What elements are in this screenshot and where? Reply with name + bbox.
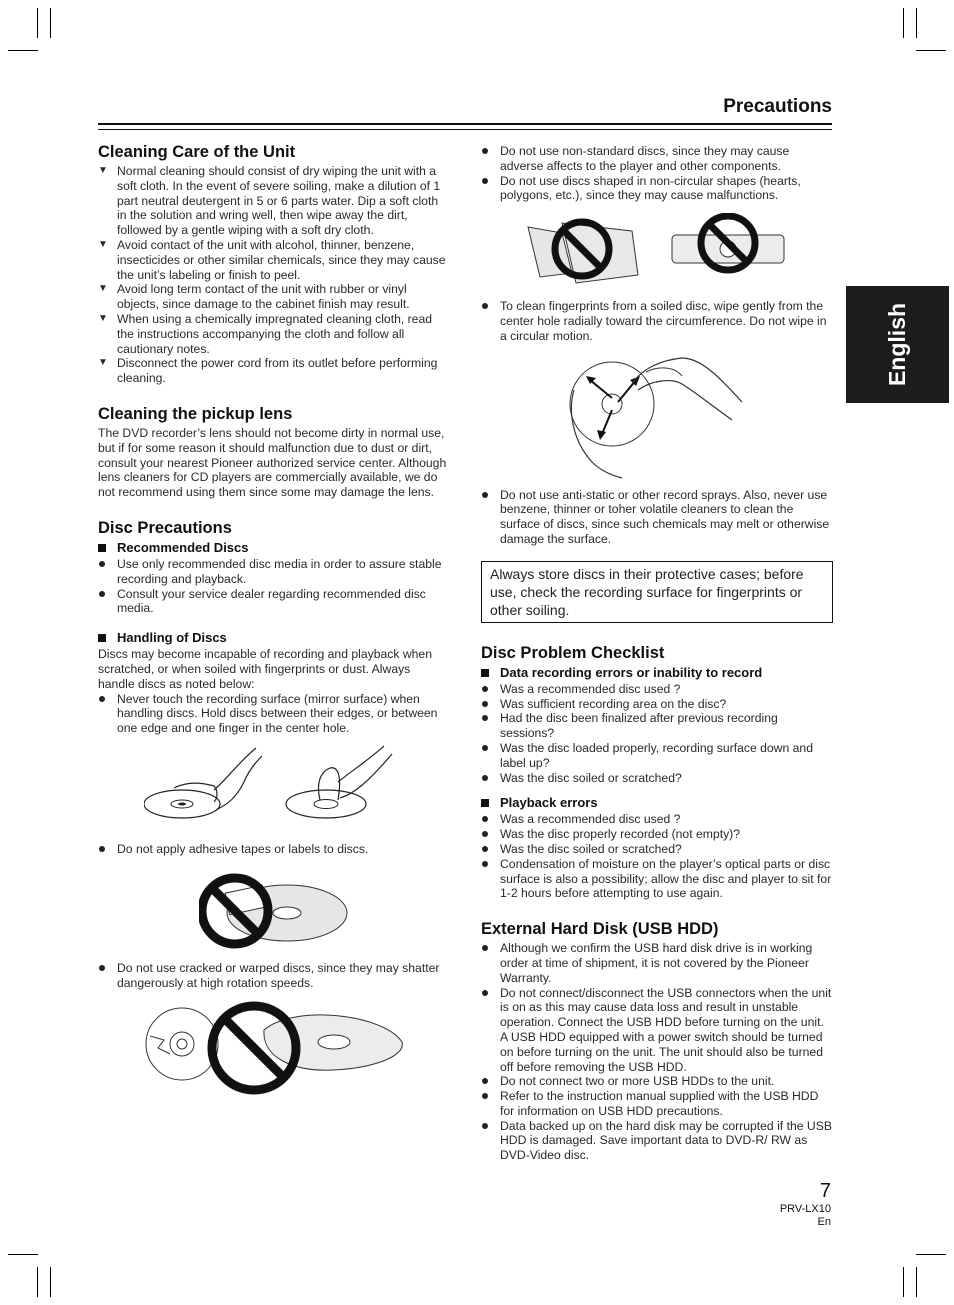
square-bullet-icon (98, 544, 106, 552)
triangle-bullet-icon: ▼ (98, 357, 108, 369)
dot-bullet-icon (482, 945, 488, 951)
crop-mark (916, 1267, 917, 1297)
dot-bullet-icon (482, 148, 488, 154)
storage-note-box: Always store discs in their protective cases; before use, check the recording surface for fingerprints or other soiling. (481, 561, 833, 623)
crop-mark (916, 50, 946, 51)
no-cracked-disc-illustration (144, 996, 404, 1096)
dot-bullet-icon (99, 696, 105, 702)
square-bullet-icon (481, 799, 489, 807)
right-column (481, 144, 833, 1175)
subsection-title: Data recording errors or inability to record (481, 665, 833, 681)
paragraph: Discs may become incapable of recording and playback when scratched, or when soiled with fingerprints or dust. Always handle discs as noted below: (98, 647, 432, 691)
list-item: ▼ Avoid contact of the unit with alcohol, thinner, benzene, insecticides or other similar chemicals, since they may cause the unit’s labeling or finish to peel. (98, 237, 446, 282)
crop-mark (8, 1254, 38, 1255)
dot-bullet-icon (482, 816, 488, 822)
no-nonstandard-disc-illustration (522, 213, 792, 289)
dot-bullet-icon (482, 861, 488, 867)
list-item: Was the disc properly recorded (not empty)? (481, 827, 833, 842)
no-adhesive-illustration (199, 863, 349, 953)
dot-bullet-icon (482, 846, 488, 852)
left-column (98, 142, 450, 1108)
language-code: En (817, 1216, 831, 1228)
dot-bullet-icon (482, 715, 488, 721)
dot-bullet-icon (482, 831, 488, 837)
list-item: Refer to the instruction manual supplied with the USB HDD for information on USB HDD precautions. (481, 1089, 833, 1119)
list-item: Consult your service dealer regarding recommended disc media. (98, 587, 450, 617)
section-title: Cleaning Care of the Unit (98, 143, 296, 161)
dot-bullet-icon (482, 701, 488, 707)
model-label (780, 1203, 831, 1229)
list-item: Data backed up on the hard disk may be corrupted if the USB HDD is damaged. Save important data to DVD-R/ RW as DVD-Video disc. (481, 1119, 833, 1163)
list-item: To clean fingerprints from a soiled disc, wipe gently from the center hole radially toward the circumference. Do not wipe in a circular motion. (481, 299, 833, 343)
dot-bullet-icon (482, 1123, 488, 1129)
list-item: Was a recommended disc used ? (481, 812, 833, 827)
list-item: ▼ Avoid long term contact of the unit with rubber or vinyl objects, since damage to the cabinet finish may result. (98, 282, 410, 312)
dot-bullet-icon (482, 745, 488, 751)
list-item: Was the disc loaded properly, recording surface down and label up? (481, 741, 833, 771)
subsection-title: Recommended Discs (98, 540, 450, 556)
disc-precautions-section (98, 518, 450, 1096)
list-item: Although we confirm the USB hard disk drive is in working order at time of shipment, it is not covered by the Pioneer Warranty. (481, 941, 833, 985)
crop-mark (50, 1267, 51, 1297)
language-tab-label: English (884, 302, 910, 387)
header-rule-thin (98, 129, 832, 130)
list-item: Condensation of moisture on the player’s optical parts or disc surface is also a possibility; allow the disc and player to sit for 1-2 hours before attempting to use again. (481, 857, 833, 901)
cleaning-unit-section (98, 142, 450, 386)
list-item: Was the disc soiled or scratched? (481, 842, 833, 857)
paragraph: The DVD recorder’s lens should not become dirty in normal use, but if for some reason it should malfunction due to dust or dirt, consult your nearest Pioneer authorized service center. Although lens cleaners for CD players are commercially available, we do not recommend using them since some may damage the lens. (98, 425, 447, 500)
list-item: Use only recommended disc media in order to assure stable recording and playback. (98, 557, 450, 587)
dot-bullet-icon (482, 686, 488, 692)
list-item: ▼ Normal cleaning should consist of dry wiping the unit with a soft cloth. In the event of severe soiling, make a dilution of 1 part neutral deutergent in 5 or 6 parts water. Dip a soft cloth in the solution and wring well, then wipe away the dirt, followed by a gentle wiping with a soft dry cloth. (98, 164, 441, 238)
dot-bullet-icon (99, 591, 105, 597)
list-item: Never touch the recording surface (mirror surface) when handling discs. Hold discs between their edges, or between one edge and one finger in the center hole. (98, 692, 450, 736)
disc-wiping-illustration (562, 350, 752, 480)
triangle-bullet-icon: ▼ (98, 283, 108, 295)
usb-hdd-section (481, 919, 833, 1163)
list-item: Do not use cracked or warped discs, since they may shatter dangerously at high rotation speeds. (98, 961, 450, 991)
section-title: Disc Precautions (98, 518, 232, 537)
list-item: Do not apply adhesive tapes or labels to discs. (98, 842, 450, 857)
header-rule (98, 123, 832, 125)
list-item: ▼ Disconnect the power cord from its outlet before performing cleaning. (98, 356, 438, 386)
crop-mark (37, 1267, 38, 1297)
list-item: Do not connect two or more USB HDDs to the unit. (481, 1074, 833, 1089)
list-item: Do not use non-standard discs, since they may cause adverse affects to the player and other components. (481, 144, 833, 174)
page-title: Precautions (723, 96, 832, 117)
dot-bullet-icon (482, 1078, 488, 1084)
crop-mark (50, 8, 51, 38)
disc-problem-checklist-section (481, 643, 833, 901)
pickup-lens-section (98, 404, 450, 500)
crop-mark (903, 1267, 904, 1297)
dot-bullet-icon (482, 990, 488, 996)
list-item: Do not use anti-static or other record sprays. Also, never use benzene, thinner or toher volatile cleaners to clean the surface of discs, since such chemicals may melt or otherwise damage the surface. (481, 488, 833, 547)
crop-mark (916, 8, 917, 38)
list-item: Was a recommended disc used ? (481, 682, 833, 697)
dot-bullet-icon (99, 846, 105, 852)
section-title: Cleaning the pickup lens (98, 404, 293, 423)
dot-bullet-icon (482, 178, 488, 184)
list-item: Do not connect/disconnect the USB connectors when the unit is on as this may cause data loss and result in unstable operation. Connect the USB HDD before turning on the unit. A USB HDD equipped with a power switch should be turned on before turning on the unit. The unit should also be turned off before removing the USB HDD. (481, 986, 833, 1075)
crop-mark (903, 8, 904, 38)
list-item: ▼ When using a chemically impregnated cleaning cloth, read the instructions accompanying the cloth and follow all cautionary notes. (98, 311, 433, 356)
list-item: Do not use discs shaped in non-circular shapes (hearts, polygons, etc.), since they may cause malfunctions. (481, 174, 833, 204)
square-bullet-icon (98, 634, 106, 642)
triangle-bullet-icon: ▼ (98, 312, 108, 324)
crop-mark (37, 8, 38, 38)
disc-handling-illustration (144, 742, 404, 834)
dot-bullet-icon (482, 1093, 488, 1099)
square-bullet-icon (481, 669, 489, 677)
dot-bullet-icon (99, 965, 105, 971)
list-item: Had the disc been finalized after previous recording sessions? (481, 711, 833, 741)
crop-mark (916, 1254, 946, 1255)
list-item: Was sufficient recording area on the disc? (481, 697, 833, 712)
triangle-bullet-icon: ▼ (98, 238, 108, 250)
triangle-bullet-icon: ▼ (98, 165, 108, 176)
dot-bullet-icon (482, 775, 488, 781)
section-title: Disc Problem Checklist (481, 643, 665, 662)
subsection-title: Playback errors (481, 795, 833, 811)
page-number: 7 (819, 1180, 831, 1202)
subsection-title: Handling of Discs (98, 630, 450, 646)
dot-bullet-icon (482, 492, 488, 498)
dot-bullet-icon (482, 303, 488, 309)
list-item: Was the disc soiled or scratched? (481, 771, 833, 786)
section-title: External Hard Disk (USB HDD) (481, 920, 719, 939)
language-tab (846, 286, 949, 403)
crop-mark (8, 50, 38, 51)
model-name: PRV-LX10 (779, 1203, 831, 1215)
dot-bullet-icon (99, 561, 105, 567)
